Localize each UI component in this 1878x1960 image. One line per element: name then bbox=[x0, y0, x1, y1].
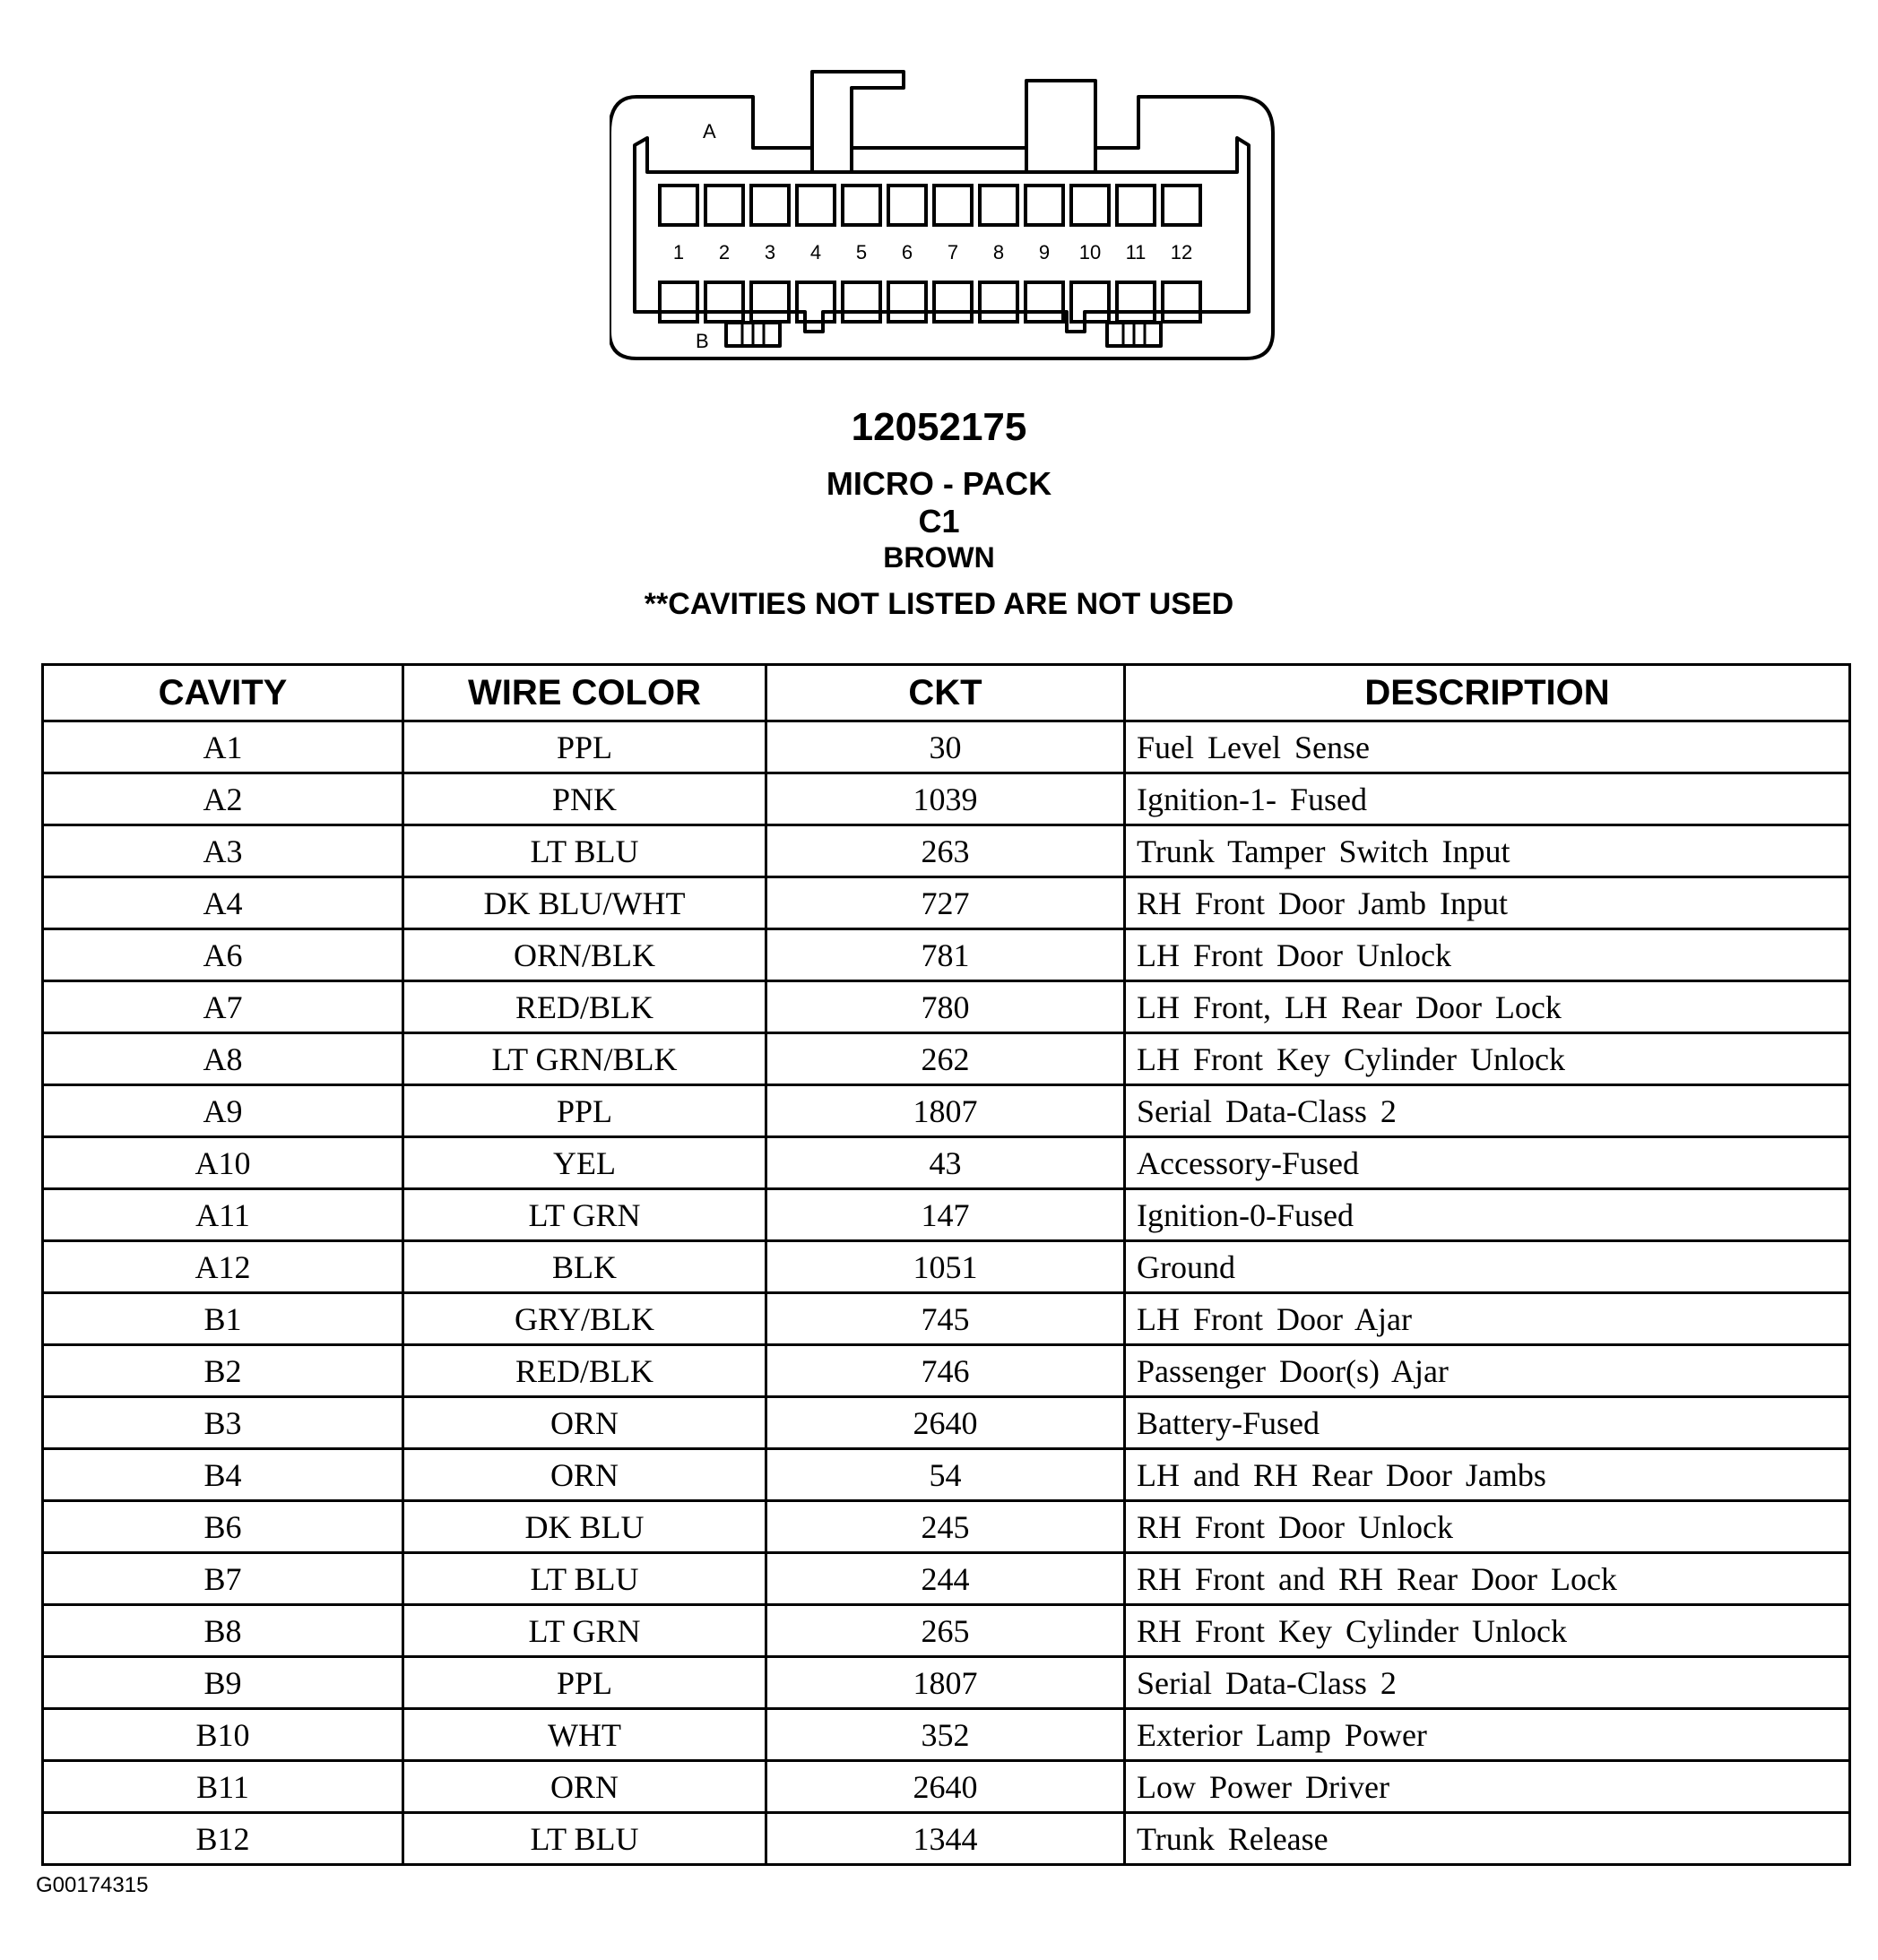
figure-id: G00174315 bbox=[36, 1873, 149, 1897]
wire-color-cell: LT GRN bbox=[403, 1605, 766, 1657]
description-cell: Serial Data-Class 2 bbox=[1125, 1657, 1850, 1709]
cavity-a-2 bbox=[705, 186, 743, 225]
cavity-a-1 bbox=[660, 186, 697, 225]
ckt-cell: 746 bbox=[766, 1345, 1125, 1397]
description-cell: Low Power Driver bbox=[1125, 1761, 1850, 1813]
connector-name: MICRO - PACK bbox=[826, 465, 1052, 502]
description-cell: RH Front Key Cylinder Unlock bbox=[1125, 1605, 1850, 1657]
description-cell: Exterior Lamp Power bbox=[1125, 1709, 1850, 1761]
ckt-cell: 2640 bbox=[766, 1761, 1125, 1813]
description-cell: LH Front Door Unlock bbox=[1125, 929, 1850, 981]
cavity-cell: A4 bbox=[43, 877, 403, 929]
pin-number-label: 1 bbox=[672, 241, 685, 263]
description-cell: RH Front and RH Rear Door Lock bbox=[1125, 1553, 1850, 1605]
table-row bbox=[43, 1709, 1850, 1761]
header-cavity: CAVITY bbox=[43, 665, 403, 721]
cavity-cell: B3 bbox=[43, 1397, 403, 1449]
table-row bbox=[43, 981, 1850, 1033]
ckt-cell: 1344 bbox=[766, 1813, 1125, 1865]
pin-number-labels bbox=[673, 241, 1192, 263]
cavity-cell: B10 bbox=[43, 1709, 403, 1761]
description-cell: Fuel Level Sense bbox=[1125, 721, 1850, 773]
cavity-cell: B12 bbox=[43, 1813, 403, 1865]
wire-color-cell: ORN bbox=[403, 1449, 766, 1501]
cavity-b-5 bbox=[843, 282, 880, 322]
cavity-a-11 bbox=[1117, 186, 1155, 225]
pin-number-label: 11 bbox=[1125, 241, 1147, 263]
wire-color-cell: LT BLU bbox=[403, 1813, 766, 1865]
table-row bbox=[43, 825, 1850, 877]
ckt-cell: 727 bbox=[766, 877, 1125, 929]
wire-color-cell: LT GRN bbox=[403, 1189, 766, 1241]
cavity-a-6 bbox=[888, 186, 926, 225]
description-cell: LH Front Door Ajar bbox=[1125, 1293, 1850, 1345]
cavity-cell: B6 bbox=[43, 1501, 403, 1553]
wire-color-cell: ORN bbox=[403, 1761, 766, 1813]
pin-number-label: 4 bbox=[809, 241, 822, 263]
table-row bbox=[43, 1605, 1850, 1657]
description-cell: Ignition-0-Fused bbox=[1125, 1189, 1850, 1241]
cavity-b-6 bbox=[888, 282, 926, 322]
cavity-a-10 bbox=[1071, 186, 1109, 225]
cavity-b-4 bbox=[797, 282, 835, 322]
header-description: DESCRIPTION bbox=[1125, 665, 1850, 721]
ckt-cell: 2640 bbox=[766, 1397, 1125, 1449]
table-row bbox=[43, 1761, 1850, 1813]
cavity-b-8 bbox=[980, 282, 1017, 322]
connector-color: BROWN bbox=[883, 541, 995, 574]
row-b-label: B bbox=[696, 330, 709, 352]
cavity-b-1 bbox=[660, 282, 697, 322]
cavity-cell: B4 bbox=[43, 1449, 403, 1501]
cavity-cell: A8 bbox=[43, 1033, 403, 1085]
pin-number-label: 12 bbox=[1170, 241, 1193, 263]
cavity-b-10 bbox=[1071, 282, 1109, 322]
description-cell: Trunk Release bbox=[1125, 1813, 1850, 1865]
ckt-cell: 1807 bbox=[766, 1657, 1125, 1709]
pin-number-label: 5 bbox=[855, 241, 868, 263]
ckt-cell: 745 bbox=[766, 1293, 1125, 1345]
table-row bbox=[43, 1345, 1850, 1397]
cavity-a-7 bbox=[934, 186, 972, 225]
cavity-cell: B1 bbox=[43, 1293, 403, 1345]
cavity-cell: A7 bbox=[43, 981, 403, 1033]
cavity-cell: A10 bbox=[43, 1137, 403, 1189]
unused-cavities-note: **CAVITIES NOT LISTED ARE NOT USED bbox=[644, 587, 1234, 621]
table-row bbox=[43, 1397, 1850, 1449]
cavity-b-9 bbox=[1026, 282, 1063, 322]
cavity-cell: B7 bbox=[43, 1553, 403, 1605]
wire-color-cell: LT BLU bbox=[403, 1553, 766, 1605]
table-row bbox=[43, 1241, 1850, 1293]
cavity-cell: B8 bbox=[43, 1605, 403, 1657]
cavity-b-7 bbox=[934, 282, 972, 322]
ckt-cell: 1051 bbox=[766, 1241, 1125, 1293]
wire-color-cell: PPL bbox=[403, 1085, 766, 1137]
cavity-a-4 bbox=[797, 186, 835, 225]
connector-id: C1 bbox=[918, 503, 960, 540]
pinout-table bbox=[41, 663, 1851, 1866]
cavity-b-12 bbox=[1163, 282, 1200, 322]
pin-number-label: 3 bbox=[764, 241, 776, 263]
description-cell: Battery-Fused bbox=[1125, 1397, 1850, 1449]
row-b-cavities bbox=[660, 282, 1200, 322]
table-row bbox=[43, 877, 1850, 929]
cavity-b-11 bbox=[1117, 282, 1155, 322]
pin-number-label: 9 bbox=[1038, 241, 1051, 263]
connector-diagram bbox=[610, 63, 1291, 403]
description-cell: LH Front Key Cylinder Unlock bbox=[1125, 1033, 1850, 1085]
description-cell: RH Front Door Unlock bbox=[1125, 1501, 1850, 1553]
ckt-cell: 1039 bbox=[766, 773, 1125, 825]
wire-color-cell: BLK bbox=[403, 1241, 766, 1293]
cavity-a-5 bbox=[843, 186, 880, 225]
header-ckt: CKT bbox=[766, 665, 1125, 721]
description-cell: RH Front Door Jamb Input bbox=[1125, 877, 1850, 929]
wire-color-cell: PPL bbox=[403, 721, 766, 773]
cavity-cell: A3 bbox=[43, 825, 403, 877]
table-row bbox=[43, 1189, 1850, 1241]
cavity-cell: A2 bbox=[43, 773, 403, 825]
cavity-cell: A12 bbox=[43, 1241, 403, 1293]
cavity-cell: B9 bbox=[43, 1657, 403, 1709]
part-number: 12052175 bbox=[851, 405, 1027, 449]
ckt-cell: 781 bbox=[766, 929, 1125, 981]
pin-number-label: 7 bbox=[947, 241, 959, 263]
table-row bbox=[43, 929, 1850, 981]
ckt-cell: 43 bbox=[766, 1137, 1125, 1189]
description-cell: Accessory-Fused bbox=[1125, 1137, 1850, 1189]
cavity-a-3 bbox=[751, 186, 789, 225]
ckt-cell: 244 bbox=[766, 1553, 1125, 1605]
wire-color-cell: LT GRN/BLK bbox=[403, 1033, 766, 1085]
wire-color-cell: ORN bbox=[403, 1397, 766, 1449]
cavity-b-2 bbox=[705, 282, 743, 322]
ckt-cell: 147 bbox=[766, 1189, 1125, 1241]
cavity-cell: A11 bbox=[43, 1189, 403, 1241]
wire-color-cell: DK BLU/WHT bbox=[403, 877, 766, 929]
wire-color-cell: RED/BLK bbox=[403, 981, 766, 1033]
description-cell: LH and RH Rear Door Jambs bbox=[1125, 1449, 1850, 1501]
pin-number-label: 10 bbox=[1078, 241, 1102, 263]
pin-number-label: 8 bbox=[992, 241, 1005, 263]
ckt-cell: 352 bbox=[766, 1709, 1125, 1761]
table-row bbox=[43, 1085, 1850, 1137]
wire-color-cell: GRY/BLK bbox=[403, 1293, 766, 1345]
cavity-a-12 bbox=[1163, 186, 1200, 225]
ckt-cell: 1807 bbox=[766, 1085, 1125, 1137]
ckt-cell: 30 bbox=[766, 721, 1125, 773]
header-wire-color: WIRE COLOR bbox=[403, 665, 766, 721]
table-row bbox=[43, 1501, 1850, 1553]
table-row bbox=[43, 1033, 1850, 1085]
wire-color-cell: WHT bbox=[403, 1709, 766, 1761]
pin-number-label: 2 bbox=[718, 241, 731, 263]
cavity-a-9 bbox=[1026, 186, 1063, 225]
table-row bbox=[43, 1293, 1850, 1345]
wire-color-cell: PPL bbox=[403, 1657, 766, 1709]
description-cell: Ground bbox=[1125, 1241, 1850, 1293]
description-cell: LH Front, LH Rear Door Lock bbox=[1125, 981, 1850, 1033]
table-row bbox=[43, 1813, 1850, 1865]
table-row bbox=[43, 721, 1850, 773]
wire-color-cell: PNK bbox=[403, 773, 766, 825]
terminal-body bbox=[635, 138, 1249, 332]
wire-color-cell: YEL bbox=[403, 1137, 766, 1189]
wire-color-cell: DK BLU bbox=[403, 1501, 766, 1553]
wire-color-cell: LT BLU bbox=[403, 825, 766, 877]
cavity-cell: A1 bbox=[43, 721, 403, 773]
cavity-cell: A9 bbox=[43, 1085, 403, 1137]
cavity-a-8 bbox=[980, 186, 1017, 225]
description-cell: Serial Data-Class 2 bbox=[1125, 1085, 1850, 1137]
row-a-cavities bbox=[660, 186, 1200, 225]
wire-color-cell: ORN/BLK bbox=[403, 929, 766, 981]
table-row bbox=[43, 773, 1850, 825]
row-a-label: A bbox=[703, 120, 716, 142]
description-cell: Trunk Tamper Switch Input bbox=[1125, 825, 1850, 877]
ckt-cell: 263 bbox=[766, 825, 1125, 877]
table-row bbox=[43, 1449, 1850, 1501]
ckt-cell: 265 bbox=[766, 1605, 1125, 1657]
cavity-cell: B2 bbox=[43, 1345, 403, 1397]
description-cell: Ignition-1- Fused bbox=[1125, 773, 1850, 825]
connector-housing bbox=[610, 72, 1273, 358]
pin-number-label: 6 bbox=[901, 241, 913, 263]
ckt-cell: 780 bbox=[766, 981, 1125, 1033]
table-row bbox=[43, 1553, 1850, 1605]
table-row bbox=[43, 1137, 1850, 1189]
cavity-b-3 bbox=[751, 282, 789, 322]
wire-color-cell: RED/BLK bbox=[403, 1345, 766, 1397]
ckt-cell: 245 bbox=[766, 1501, 1125, 1553]
table-header-row bbox=[43, 665, 1850, 721]
description-cell: Passenger Door(s) Ajar bbox=[1125, 1345, 1850, 1397]
ckt-cell: 262 bbox=[766, 1033, 1125, 1085]
ckt-cell: 54 bbox=[766, 1449, 1125, 1501]
cavity-cell: B11 bbox=[43, 1761, 403, 1813]
cavity-cell: A6 bbox=[43, 929, 403, 981]
table-row bbox=[43, 1657, 1850, 1709]
